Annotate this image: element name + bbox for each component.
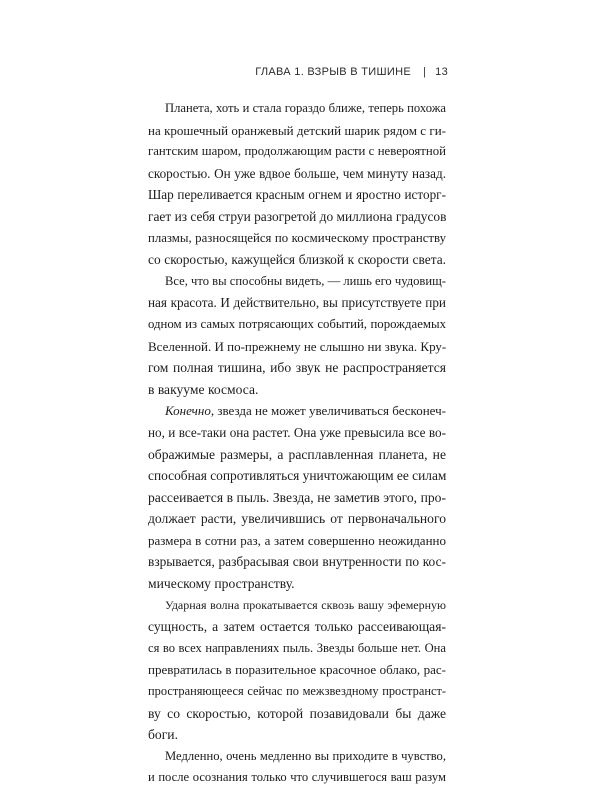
page-number: 13 (435, 66, 448, 78)
text-line: Медленно, очень медленно вы приходите в чувство, (165, 748, 446, 763)
text-line: способная сопротивляться уничтожающим ее силам (148, 468, 447, 484)
text-line: в вакууме космоса. (148, 381, 259, 397)
text-line: должает расти, увеличившись от первоначального (148, 511, 446, 527)
text-line: мическому пространству. (148, 576, 295, 592)
text-line: плазмы, разносящейся по космическому пространству (148, 230, 446, 245)
text-line: гает из себя струи разогретой до миллиона градусов (148, 208, 447, 224)
text-line: одном из самых потрясающих событий, порождаемых (148, 316, 446, 331)
text-line: Все, что вы способны видеть, — лишь его чудовищ- (165, 273, 446, 288)
paragraph (148, 746, 446, 789)
text-line: Планета, хоть и стала гораздо ближе, теперь похожа (165, 101, 446, 115)
text-line: Вселенной. И по-прежнему не слышно ни звука. Кру- (148, 338, 447, 354)
text-line (148, 400, 446, 422)
text-line: скоростью. Он уже вдвое больше, чем минуту назад. (148, 165, 446, 181)
text-line: гом полная тишина, ибо звук не распространяется (148, 360, 446, 376)
text-line: со скоростью, кажущейся близкой к скорости света. (148, 252, 446, 268)
text-line: но, и все-таки она растет. Она уже превысила все во- (148, 424, 446, 440)
text-line: и после осознания только что случившегося ваш разум (148, 770, 446, 785)
text-line: рассеивается в пыль. Звезда, не заметив этого, про- (148, 489, 446, 505)
text-line: Ударная волна прокатывается сквозь вашу эфемерную (165, 597, 446, 612)
text-line: на крошечный оранжевый детский шарик рядом с ги- (148, 122, 446, 138)
text-line: превратилась в поразительное красочное облако, рас- (148, 662, 446, 678)
text-line: гантским шаром, продолжающим расти с невероятной (148, 144, 446, 159)
text-line: пространяющееся сейчас по межзвездному пространст- (148, 684, 446, 699)
chapter-title: ГЛАВА 1. ВЗРЫВ В ТИШИНЕ (255, 66, 411, 78)
text-line: ображимые размеры, а расплавленная планета, не (148, 446, 446, 462)
italic-emphasis: Конечно, (165, 403, 215, 419)
text-line: взрывается, разбрасывая свои внутренности по кос- (148, 554, 446, 570)
running-head (255, 66, 448, 78)
text-line: ная красота. И действительно, вы присутствуете при (148, 295, 446, 311)
text-line: ся во всех направлениях пыль. Звезды больше нет. Она (148, 640, 446, 655)
text-line: размера в сотни раз, а затем совершенно неожиданно (148, 532, 446, 548)
paragraph (148, 595, 446, 746)
text-fragment: звезда не может увеличиваться бесконеч- (214, 403, 446, 419)
text-line: боги. (148, 727, 178, 743)
header-separator: | (422, 66, 427, 78)
paragraph (148, 98, 446, 271)
paragraph (148, 271, 446, 401)
text-line: сущность, а затем остается только рассеивающая- (148, 619, 446, 635)
paragraph (148, 400, 446, 594)
text-line: ву со скоростью, которой позавидовали бы даже (148, 705, 446, 721)
text-line: Шар переливается красным огнем и яростно исторг- (148, 187, 446, 203)
body-text (148, 98, 446, 789)
